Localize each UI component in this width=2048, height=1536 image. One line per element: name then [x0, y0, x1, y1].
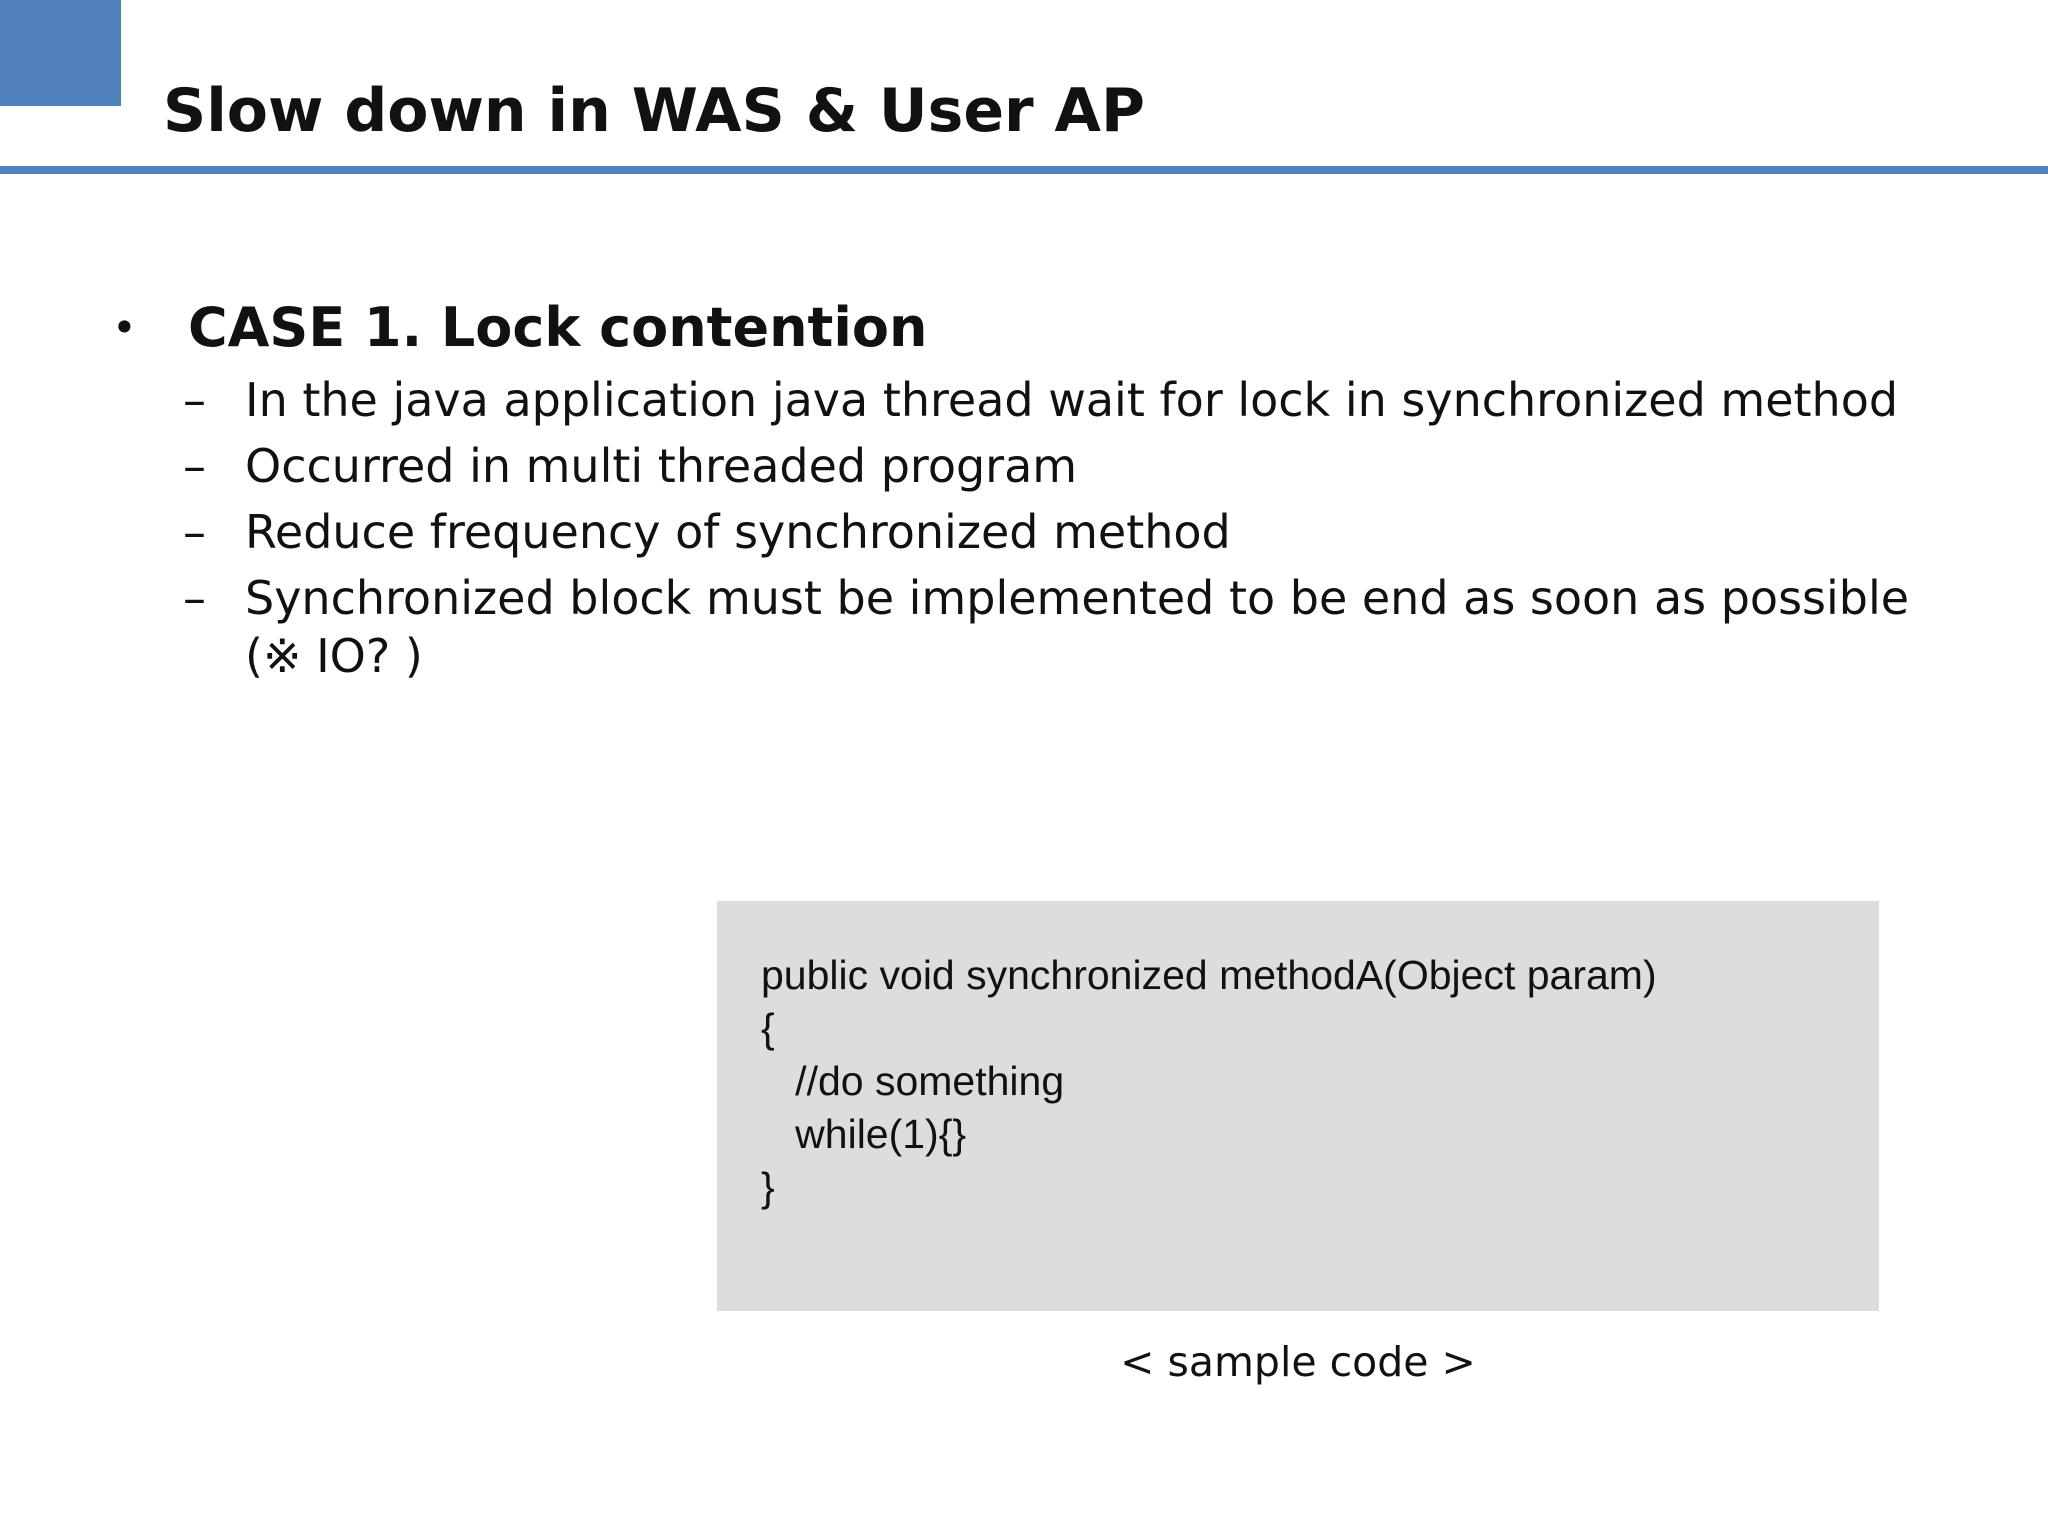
sample-code-caption: < sample code > [1120, 1338, 1476, 1386]
sub-bullet-item [183, 503, 1923, 561]
sub-bullet-text: Synchronized block must be implemented to be end as soon as possible (※ IO? ) [245, 571, 1910, 683]
case-heading: CASE 1. Lock contention [188, 296, 928, 359]
title-accent-square [0, 0, 121, 106]
code-line: { [761, 1005, 775, 1051]
code-line: } [761, 1164, 775, 1210]
code-line: while(1){} [761, 1111, 967, 1157]
dash-marker: – [183, 373, 206, 427]
dash-marker: – [183, 439, 206, 493]
slide-title: Slow down in WAS & User AP [163, 76, 1145, 146]
sub-bullet-text: Reduce frequency of synchronized method [245, 505, 1231, 559]
sub-bullet-item [183, 569, 1923, 685]
sample-code-box [717, 901, 1879, 1311]
dash-marker: – [183, 505, 206, 559]
code-line: //do something [761, 1058, 1065, 1104]
bullet-dot: • [112, 303, 137, 352]
sub-bullet-item [183, 437, 1923, 495]
sub-bullet-text: In the java application java thread wait for lock in synchronized method [245, 373, 1899, 427]
code-line: public void synchronized methodA(Object param) [761, 952, 1657, 998]
sub-bullet-list [183, 371, 1923, 693]
title-divider [0, 166, 2048, 174]
sub-bullet-item [183, 371, 1923, 429]
sub-bullet-text: Occurred in multi threaded program [245, 439, 1078, 493]
dash-marker: – [183, 571, 206, 625]
